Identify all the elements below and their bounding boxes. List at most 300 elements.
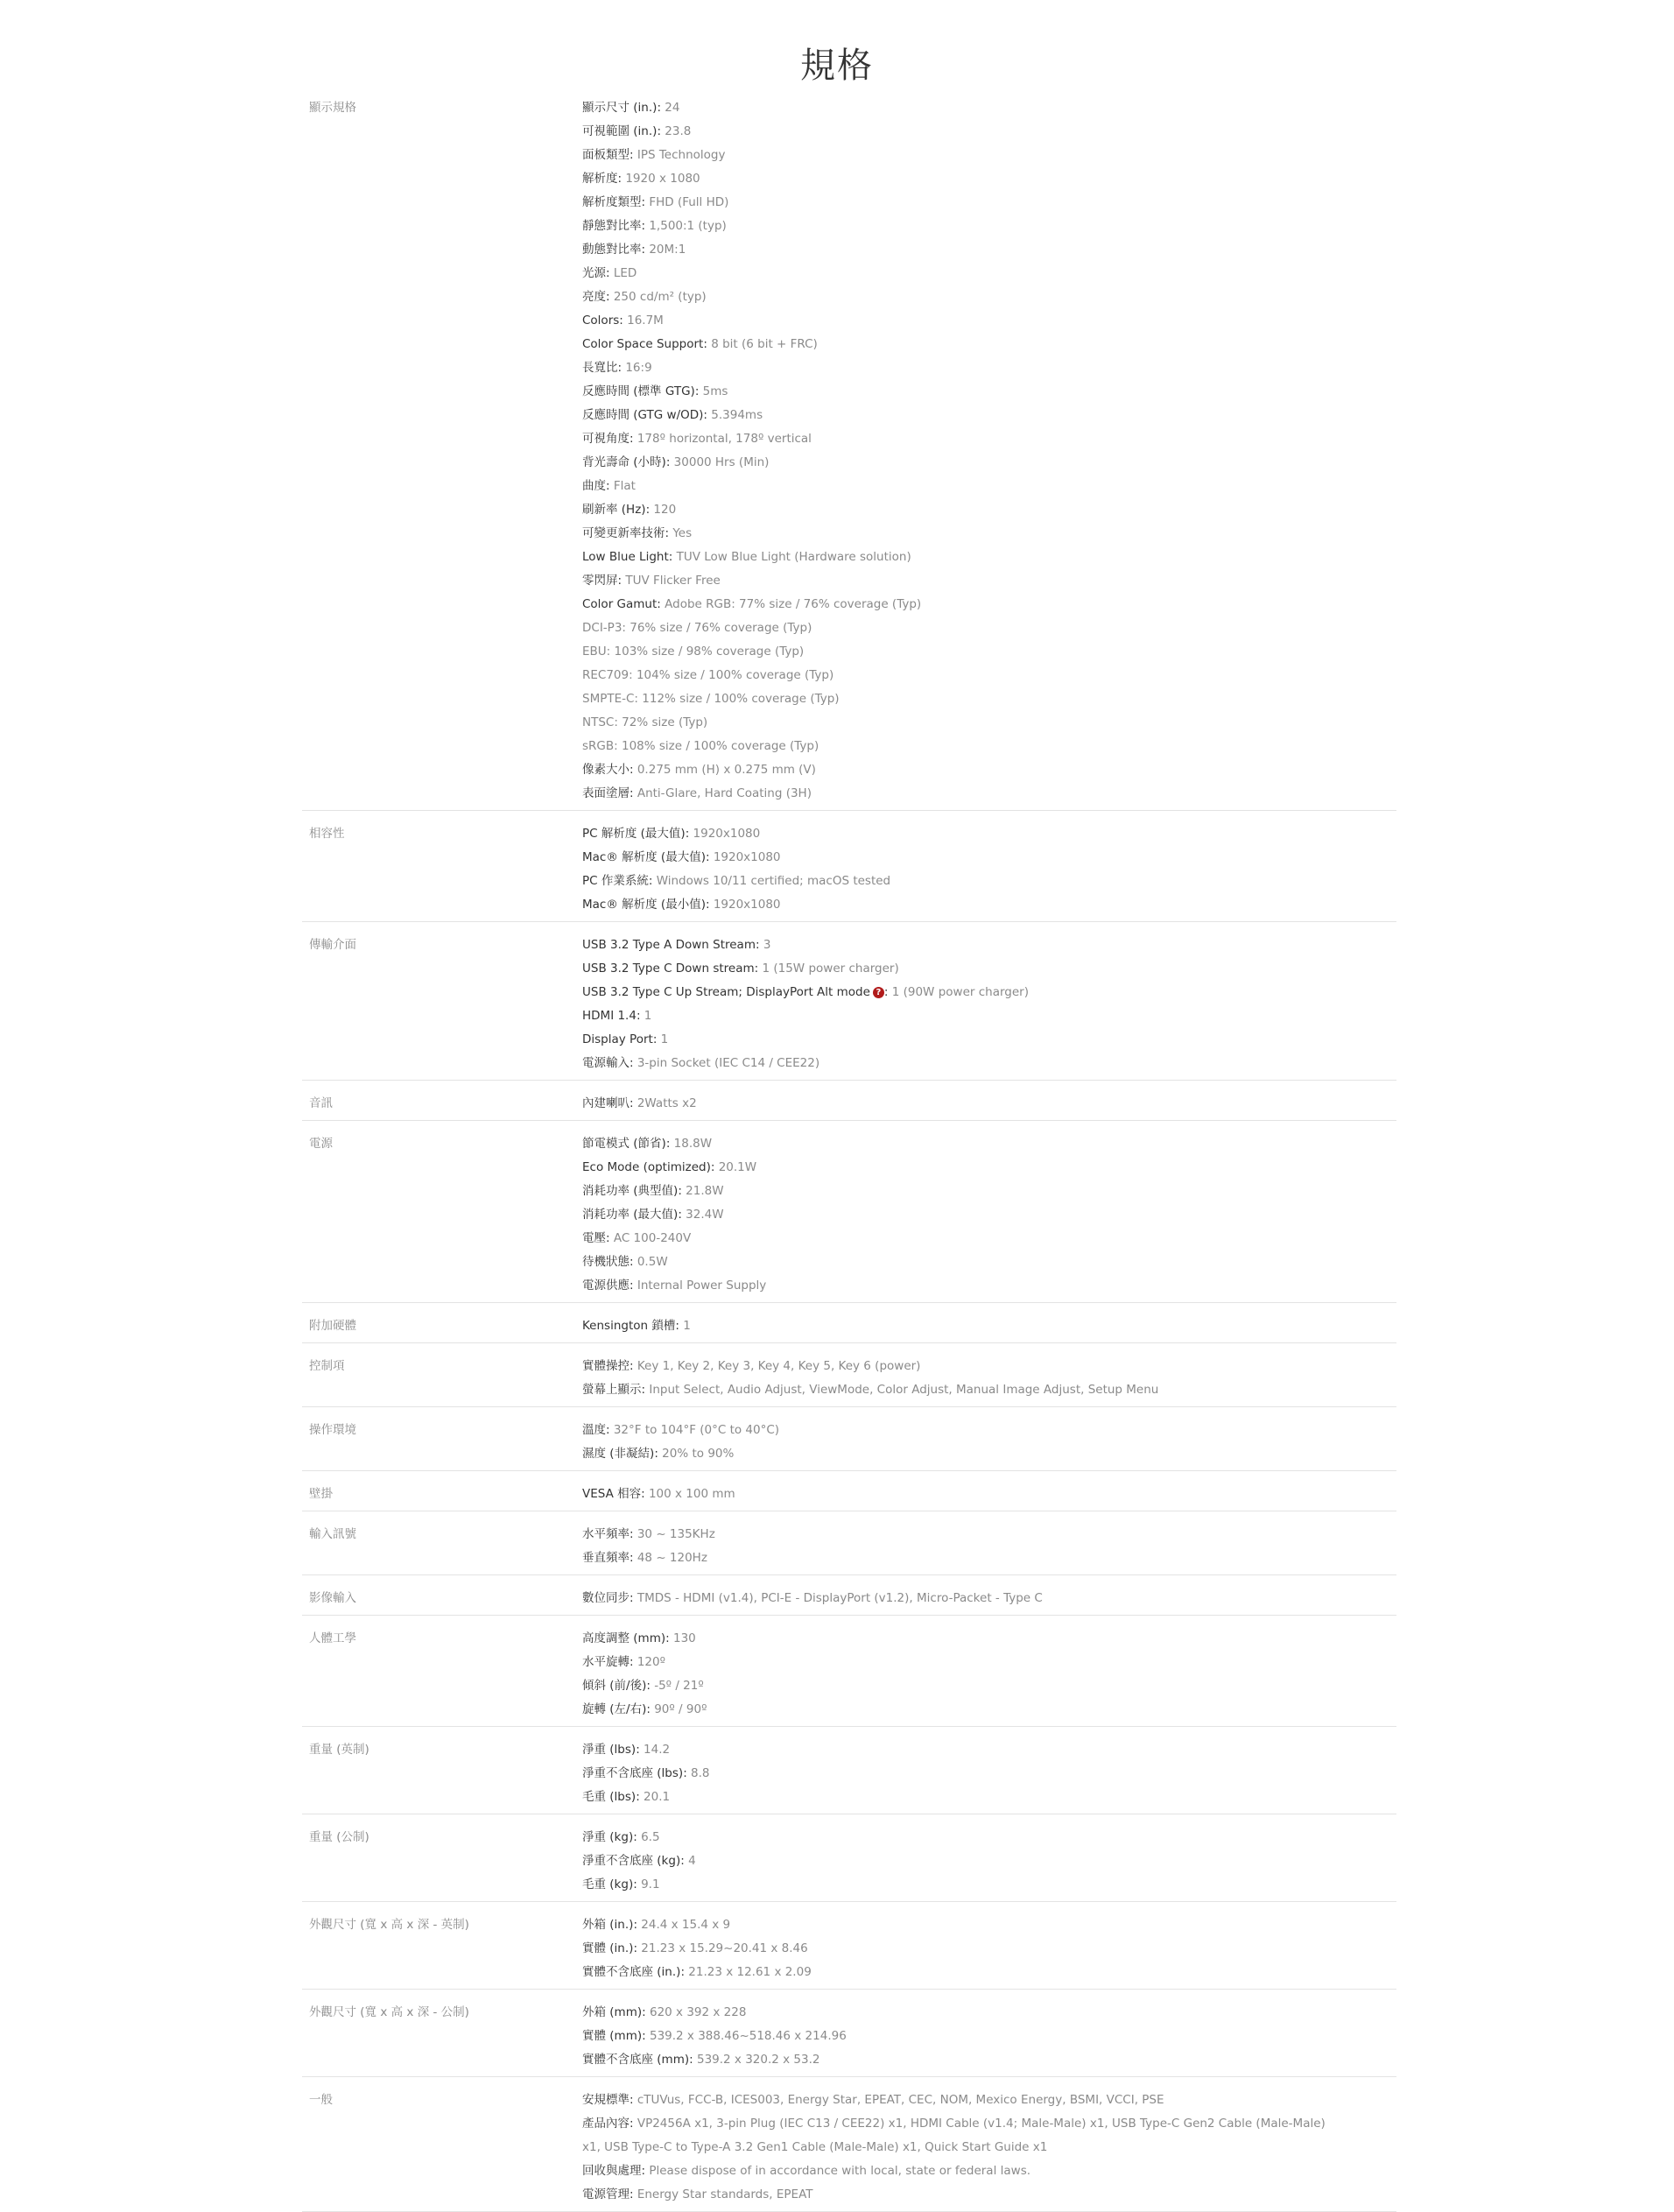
spec-item-value: 48 ~ 120Hz [637, 1551, 707, 1565]
spec-item [582, 1674, 1396, 1698]
spec-category-cell [302, 1814, 582, 1902]
spec-item-value: 4 [688, 1854, 696, 1868]
spec-item-value: 24.4 x 15.4 x 9 [641, 1918, 731, 1932]
spec-category-label: 控制項 [309, 1359, 345, 1373]
spec-item-value: REC709: 104% size / 100% coverage (Typ) [582, 668, 834, 682]
spec-item [582, 167, 1396, 191]
spec-item-value: Internal Power Supply [637, 1279, 767, 1293]
spec-item-value: 24 [665, 101, 680, 115]
spec-item-value: TMDS - HDMI (v1.4), PCI-E - DisplayPort (v1.2), Micro-Packet - Type C [637, 1591, 1043, 1605]
spec-item-value: 120º [637, 1655, 665, 1669]
spec-item [582, 238, 1396, 262]
spec-item [582, 1378, 1396, 1402]
spec-item-label: 毛重 (lbs) : [582, 1790, 644, 1804]
spec-item-label: 回收與處理 : [582, 2164, 649, 2178]
spec-item-label: 淨重 (kg) : [582, 1830, 641, 1844]
spec-item-label: 安規標準 : [582, 2093, 637, 2107]
spec-item-label: 水平頻率 : [582, 1527, 637, 1541]
spec-item [582, 1274, 1396, 1298]
spec-item [582, 1250, 1396, 1274]
spec-category-cell [302, 85, 582, 811]
spec-item [582, 1052, 1396, 1075]
spec-category-label: 附加硬體 [309, 1319, 356, 1333]
spec-item-value: 90º / 90º [654, 1702, 707, 1716]
spec-item-label: 可變更新率技術 : [582, 526, 672, 540]
spec-item [582, 2159, 1396, 2183]
spec-item [582, 309, 1396, 333]
spec-item [582, 522, 1396, 546]
spec-item-value: Flat [613, 479, 636, 493]
spec-item [582, 1442, 1396, 1466]
spec-item-label: 實體不含底座 (in.) : [582, 1965, 688, 1979]
spec-item [582, 981, 1396, 1004]
spec-item-value: 3 [763, 938, 771, 952]
spec-category-cell [302, 1727, 582, 1814]
spec-item-value: 30 ~ 135KHz [637, 1527, 715, 1541]
spec-values-cell [582, 1990, 1396, 2077]
spec-item-value: Please dispose of in accordance with local, state or federal laws. [649, 2164, 1031, 2178]
spec-item-value: 20M:1 [649, 243, 686, 257]
spec-item [582, 2112, 1396, 2136]
spec-item-label: 解析度類型 : [582, 195, 649, 209]
spec-category-label: 外觀尺寸 (寬 x 高 x 深 - 公制) [309, 2005, 469, 2019]
spec-category-label: 操作環境 [309, 1423, 356, 1437]
spec-item [582, 711, 1396, 735]
spec-item [582, 1546, 1396, 1570]
spec-values-cell [582, 2077, 1396, 2212]
spec-category-cell [302, 1575, 582, 1616]
spec-item-label: 消耗功率 (最大值) : [582, 1208, 686, 1222]
spec-item [582, 427, 1396, 451]
spec-item-label: 曲度 : [582, 479, 614, 493]
spec-category-label: 相容性 [309, 827, 345, 841]
spec-row [302, 1081, 1396, 1121]
spec-item [582, 144, 1396, 167]
spec-item-label: 背光壽命 (小時) : [582, 455, 674, 469]
spec-item-label: Mac® 解析度 (最大值) : [582, 850, 714, 864]
spec-item-label: 產品內容 : [582, 2117, 637, 2131]
spec-category-cell [302, 1303, 582, 1343]
spec-item-value: 5.394ms [711, 408, 763, 422]
spec-values-cell [582, 1343, 1396, 1407]
spec-values-cell [582, 1902, 1396, 1990]
spec-item [582, 640, 1396, 664]
spec-row [302, 1814, 1396, 1902]
spec-item [582, 1651, 1396, 1674]
page-title: 規格 [800, 45, 874, 86]
spec-item-label: VESA 相容 : [582, 1487, 649, 1501]
spec-item-value: 1 [660, 1032, 669, 1046]
spec-item-value: Energy Star standards, EPEAT [637, 2187, 813, 2201]
spec-category-cell [302, 922, 582, 1081]
spec-item-value: 130 [672, 1631, 696, 1645]
spec-item-label: 內建喇叭 : [582, 1096, 637, 1110]
spec-category-cell [302, 1902, 582, 1990]
spec-item-label: Low Blue Light : [582, 550, 677, 564]
spec-item-label: 外箱 (mm) : [582, 2005, 650, 2019]
spec-row [302, 1471, 1396, 1511]
spec-item-label: 數位同步 : [582, 1591, 637, 1605]
spec-item-label: Mac® 解析度 (最小值) : [582, 898, 714, 912]
spec-values-cell [582, 1407, 1396, 1471]
spec-item [582, 687, 1396, 711]
spec-item-value: 16.7M [627, 313, 664, 328]
spec-row [302, 1303, 1396, 1343]
spec-row [302, 1407, 1396, 1471]
spec-item-value: 32°F to 104°F (0°C to 40°C) [613, 1423, 780, 1437]
spec-item-label: 顯示尺寸 (in.) : [582, 101, 665, 115]
spec-item [582, 1523, 1396, 1546]
spec-item [582, 735, 1396, 758]
spec-item-label: HDMI 1.4 : [582, 1009, 644, 1023]
spec-item [582, 1937, 1396, 1961]
spec-item [582, 2089, 1396, 2112]
spec-category-cell [302, 811, 582, 922]
spec-item [582, 893, 1396, 917]
spec-item [582, 1180, 1396, 1203]
spec-category-cell [302, 1616, 582, 1727]
spec-item [582, 96, 1396, 120]
spec-item-value: 1920x1080 [693, 827, 761, 841]
spec-category-label: 顯示規格 [309, 101, 356, 115]
spec-item [582, 822, 1396, 846]
spec-item-value: 539.2 x 320.2 x 53.2 [696, 2053, 820, 2067]
spec-item-label: 節電模式 (節省) : [582, 1137, 674, 1151]
spec-item [582, 569, 1396, 593]
spec-item [582, 1849, 1396, 1873]
spec-item-value: 23.8 [665, 124, 692, 138]
spec-item [582, 1913, 1396, 1937]
spec-item-label: 電源輸入 : [582, 1056, 637, 1070]
spec-item-value: 8 bit (6 bit + FRC) [711, 337, 818, 351]
spec-item-label: 淨重不含底座 (lbs) : [582, 1766, 691, 1780]
spec-item-label: 光源 : [582, 266, 614, 280]
spec-item-label: 零閃屏 : [582, 574, 625, 588]
spec-item-label: 長寬比 : [582, 361, 625, 375]
spec-item-label: Colors : [582, 313, 627, 328]
spec-category-label: 人體工學 [309, 1631, 356, 1645]
spec-item-label: Color Gamut : [582, 597, 665, 611]
spec-item-label: 淨重不含底座 (kg) : [582, 1854, 688, 1868]
spec-category-label: 外觀尺寸 (寬 x 高 x 深 - 英制) [309, 1918, 469, 1932]
spec-table-body [302, 85, 1396, 2212]
spec-item [582, 1873, 1396, 1897]
spec-item-label: Display Port : [582, 1032, 661, 1046]
spec-item-label: 消耗功率 (典型值) : [582, 1184, 686, 1198]
spec-item [582, 498, 1396, 522]
spec-item-value: Yes [672, 526, 693, 540]
spec-category-label: 重量 (英制) [309, 1743, 369, 1757]
spec-category-label: 一般 [309, 2093, 333, 2107]
spec-item-value: cTUVus, FCC-B, ICES003, Energy Star, EPEAT, CEC, NOM, Mexico Energy, BSMI, VCCI, PSE [637, 2093, 1164, 2107]
spec-values-cell [582, 922, 1396, 1081]
spec-item-label: 像素大小 : [582, 763, 637, 777]
spec-item-value: 20.1W [718, 1160, 757, 1174]
spec-item [582, 285, 1396, 309]
spec-item-value: SMPTE-C: 112% size / 100% coverage (Typ) [582, 692, 840, 706]
spec-item-label: 反應時間 (GTG w/OD) : [582, 408, 711, 422]
spec-item [582, 1698, 1396, 1722]
spec-item-value: 3-pin Socket (IEC C14 / CEE22) [637, 1056, 820, 1070]
spec-item-label: 可視範圍 (in.) : [582, 124, 665, 138]
spec-item-value: 18.8W [673, 1137, 713, 1151]
spec-row [302, 1902, 1396, 1990]
spec-item [582, 1203, 1396, 1227]
spec-category-cell [302, 1343, 582, 1407]
spec-row [302, 1343, 1396, 1407]
spec-item-value: 16:9 [625, 361, 652, 375]
spec-item [582, 870, 1396, 893]
spec-item [582, 2001, 1396, 2025]
spec-item-label: 濕度 (非凝結) : [582, 1447, 662, 1461]
spec-item-value: 21.8W [686, 1184, 724, 1198]
spec-item-value: NTSC: 72% size (Typ) [582, 715, 708, 729]
spec-row [302, 85, 1396, 811]
spec-item-label: 實體不含底座 (mm) : [582, 2053, 697, 2067]
spec-item [582, 1627, 1396, 1651]
spec-item-label: 解析度 : [582, 172, 625, 186]
spec-values-cell [582, 811, 1396, 922]
spec-item [582, 356, 1396, 380]
spec-item-value: FHD (Full HD) [649, 195, 729, 209]
spec-item-label: 刷新率 (Hz) : [582, 503, 653, 517]
spec-item [582, 546, 1396, 569]
spec-item-value: 5ms [702, 384, 728, 398]
spec-row [302, 1121, 1396, 1303]
spec-item-value: 1 [644, 1009, 652, 1023]
spec-item [582, 933, 1396, 957]
spec-table [302, 85, 1396, 2212]
spec-values-cell [582, 1575, 1396, 1616]
spec-category-cell [302, 2077, 582, 2212]
spec-item-value: 120 [653, 503, 677, 517]
spec-item-label: 電源供應 : [582, 1279, 637, 1293]
spec-item-label: 水平旋轉 : [582, 1655, 637, 1669]
spec-item [582, 215, 1396, 238]
spec-item-value: 6.5 [641, 1830, 660, 1844]
spec-item [582, 1314, 1396, 1338]
spec-item-value: LED [613, 266, 637, 280]
spec-item-label: 表面塗層 : [582, 786, 637, 800]
spec-item [582, 191, 1396, 215]
spec-item-label: 溫度 : [582, 1423, 614, 1437]
spec-item-label: 傾斜 (前/後) : [582, 1679, 654, 1693]
spec-item-value: 100 x 100 mm [648, 1487, 735, 1501]
spec-item-label: 實體 (mm) : [582, 2029, 650, 2043]
spec-item [582, 1738, 1396, 1762]
help-icon[interactable]: ? [873, 987, 884, 998]
spec-item [582, 1004, 1396, 1028]
spec-item [582, 782, 1396, 806]
spec-item-value: Anti-Glare, Hard Coating (3H) [637, 786, 812, 800]
spec-category-label: 電源 [309, 1137, 333, 1151]
spec-item-value: x1, USB Type-C to Type-A 3.2 Gen1 Cable (Male-Male) x1, Quick Start Guide x1 [582, 2140, 1048, 2154]
spec-item [582, 957, 1396, 981]
spec-item-value: Key 1, Key 2, Key 3, Key 4, Key 5, Key 6 (power) [637, 1359, 921, 1373]
spec-item-label: 靜態對比率 : [582, 219, 649, 233]
spec-item-value: Windows 10/11 certified; macOS tested [656, 874, 891, 888]
spec-item-label: 毛重 (kg) : [582, 1877, 641, 1891]
spec-item [582, 616, 1396, 640]
spec-category-cell [302, 1990, 582, 2077]
spec-item [582, 1132, 1396, 1156]
spec-item-value: 1920x1080 [713, 850, 781, 864]
spec-item [582, 2025, 1396, 2048]
spec-item-value: TUV Low Blue Light (Hardware solution) [676, 550, 911, 564]
spec-item-value: 1920 x 1080 [625, 172, 700, 186]
spec-row [302, 1511, 1396, 1575]
spec-item [582, 380, 1396, 404]
spec-row [302, 1727, 1396, 1814]
spec-item-label: 實體 (in.) : [582, 1941, 641, 1955]
spec-item-label: PC 解析度 (最大值) : [582, 827, 693, 841]
spec-category-cell [302, 1511, 582, 1575]
spec-row [302, 1990, 1396, 2077]
spec-values-cell [582, 1616, 1396, 1727]
spec-item [582, 1419, 1396, 1442]
spec-item [582, 758, 1396, 782]
spec-item [582, 1028, 1396, 1052]
spec-item-value: 1920x1080 [713, 898, 781, 912]
spec-item-value: IPS Technology [637, 148, 726, 162]
spec-values-cell [582, 1814, 1396, 1902]
spec-item-value: 0.5W [637, 1255, 668, 1269]
spec-values-cell [582, 1511, 1396, 1575]
spec-item-value: 32.4W [686, 1208, 724, 1222]
spec-row [302, 2077, 1396, 2212]
spec-item-label: 外箱 (in.) : [582, 1918, 641, 1932]
spec-category-cell [302, 1081, 582, 1121]
spec-item-value: 1 (15W power charger) [762, 962, 899, 976]
spec-item-value: 620 x 392 x 228 [649, 2005, 747, 2019]
spec-item-value: VP2456A x1, 3-pin Plug (IEC C13 / CEE22) x1, HDMI Cable (v1.4; Male-Male) x1, USB Type-C Gen2 Cable (Male-Male) [637, 2117, 1326, 2131]
spec-item [582, 1092, 1396, 1116]
spec-item-label: 實體操控 : [582, 1359, 637, 1373]
spec-item-label: 可視角度 : [582, 432, 637, 446]
spec-item [582, 1483, 1396, 1506]
spec-item-label: 螢幕上顯示 : [582, 1383, 649, 1397]
spec-item-label: 反應時間 (標準 GTG) : [582, 384, 703, 398]
spec-item-label: 動態對比率 : [582, 243, 649, 257]
spec-category-label: 輸入訊號 [309, 1527, 356, 1541]
spec-row [302, 811, 1396, 922]
spec-item-label: 垂直頻率 : [582, 1551, 637, 1565]
spec-category-label: 壁掛 [309, 1487, 333, 1501]
spec-values-cell [582, 85, 1396, 811]
spec-item-value: 21.23 x 12.61 x 2.09 [688, 1965, 812, 1979]
spec-item [582, 2183, 1396, 2207]
spec-item-value: 2Watts x2 [637, 1096, 697, 1110]
spec-item [582, 404, 1396, 427]
spec-item-label: 旋轉 (左/右) : [582, 1702, 654, 1716]
spec-item [582, 664, 1396, 687]
spec-item-label: Kensington 鎖槽 : [582, 1319, 683, 1333]
spec-item-label: 電壓 : [582, 1231, 614, 1245]
spec-item-label: 待機狀態 : [582, 1255, 637, 1269]
spec-item-value: 20.1 [644, 1790, 671, 1804]
spec-item-value: 539.2 x 388.46~518.46 x 214.96 [649, 2029, 847, 2043]
spec-item-label: Eco Mode (optimized) : [582, 1160, 719, 1174]
spec-item-label: 電源管理 : [582, 2187, 637, 2201]
spec-item [582, 846, 1396, 870]
spec-category-cell [302, 1407, 582, 1471]
spec-item-value: 14.2 [644, 1743, 671, 1757]
spec-item-label: 亮度 : [582, 290, 614, 304]
spec-item-label: 高度調整 (mm) : [582, 1631, 673, 1645]
spec-item-value: EBU: 103% size / 98% coverage (Typ) [582, 645, 805, 659]
spec-item [582, 262, 1396, 285]
spec-item-label: USB 3.2 Type C Up Stream; DisplayPort Alt mode [582, 985, 870, 999]
spec-item [582, 1227, 1396, 1250]
spec-item-label: USB 3.2 Type A Down Stream : [582, 938, 763, 952]
spec-item-value: 9.1 [641, 1877, 660, 1891]
spec-item [582, 1587, 1396, 1610]
spec-item [582, 120, 1396, 144]
spec-item [582, 2136, 1396, 2159]
spec-values-cell [582, 1471, 1396, 1511]
spec-item [582, 1961, 1396, 1984]
spec-item-value: 178º horizontal, 178º vertical [637, 432, 812, 446]
spec-values-cell [582, 1121, 1396, 1303]
spec-item-value: Adobe RGB: 77% size / 76% coverage (Typ) [665, 597, 922, 611]
spec-category-label: 重量 (公制) [309, 1830, 369, 1844]
spec-item-value: 21.23 x 15.29~20.41 x 8.46 [641, 1941, 808, 1955]
spec-item [582, 1786, 1396, 1809]
spec-item [582, 333, 1396, 356]
spec-item-separator: : [883, 985, 892, 999]
spec-category-label: 影像輸入 [309, 1591, 356, 1605]
spec-item-value: Input Select, Audio Adjust, ViewMode, Color Adjust, Manual Image Adjust, Setup Menu [649, 1383, 1159, 1397]
spec-item [582, 1156, 1396, 1180]
spec-item-value: 20% to 90% [662, 1447, 735, 1461]
spec-item-value: 1,500:1 (typ) [649, 219, 727, 233]
spec-category-label: 傳輸介面 [309, 938, 356, 952]
spec-item-value: TUV Flicker Free [625, 574, 721, 588]
spec-values-cell [582, 1303, 1396, 1343]
spec-item-value: 1 [683, 1319, 691, 1333]
spec-item [582, 1355, 1396, 1378]
spec-values-cell [582, 1727, 1396, 1814]
spec-item [582, 1826, 1396, 1849]
spec-item-value: 8.8 [691, 1766, 710, 1780]
spec-item-value: 250 cd/m² (typ) [613, 290, 707, 304]
spec-category-label: 音訊 [309, 1096, 333, 1110]
spec-item-value: DCI-P3: 76% size / 76% coverage (Typ) [582, 621, 812, 635]
spec-item-value: 30000 Hrs (Min) [673, 455, 770, 469]
spec-item [582, 1762, 1396, 1786]
spec-item [582, 451, 1396, 475]
spec-item-label: 面板類型 : [582, 148, 637, 162]
spec-item-label: PC 作業系統 : [582, 874, 657, 888]
spec-item-label: 淨重 (lbs) : [582, 1743, 644, 1757]
spec-item-value: 0.275 mm (H) x 0.275 mm (V) [637, 763, 816, 777]
spec-row [302, 922, 1396, 1081]
spec-item [582, 2048, 1396, 2072]
spec-row [302, 1616, 1396, 1727]
spec-category-cell [302, 1471, 582, 1511]
spec-values-cell [582, 1081, 1396, 1121]
spec-item-label: Color Space Support : [582, 337, 711, 351]
spec-category-cell [302, 1121, 582, 1303]
spec-item-value: sRGB: 108% size / 100% coverage (Typ) [582, 739, 819, 753]
spec-row [302, 1575, 1396, 1616]
spec-item-value: AC 100-240V [613, 1231, 692, 1245]
spec-item-value: 1 (90W power charger) [891, 985, 1029, 999]
spec-item-value: -5º / 21º [654, 1679, 704, 1693]
spec-item-label: USB 3.2 Type C Down stream : [582, 962, 762, 976]
spec-item [582, 475, 1396, 498]
spec-item [582, 593, 1396, 616]
